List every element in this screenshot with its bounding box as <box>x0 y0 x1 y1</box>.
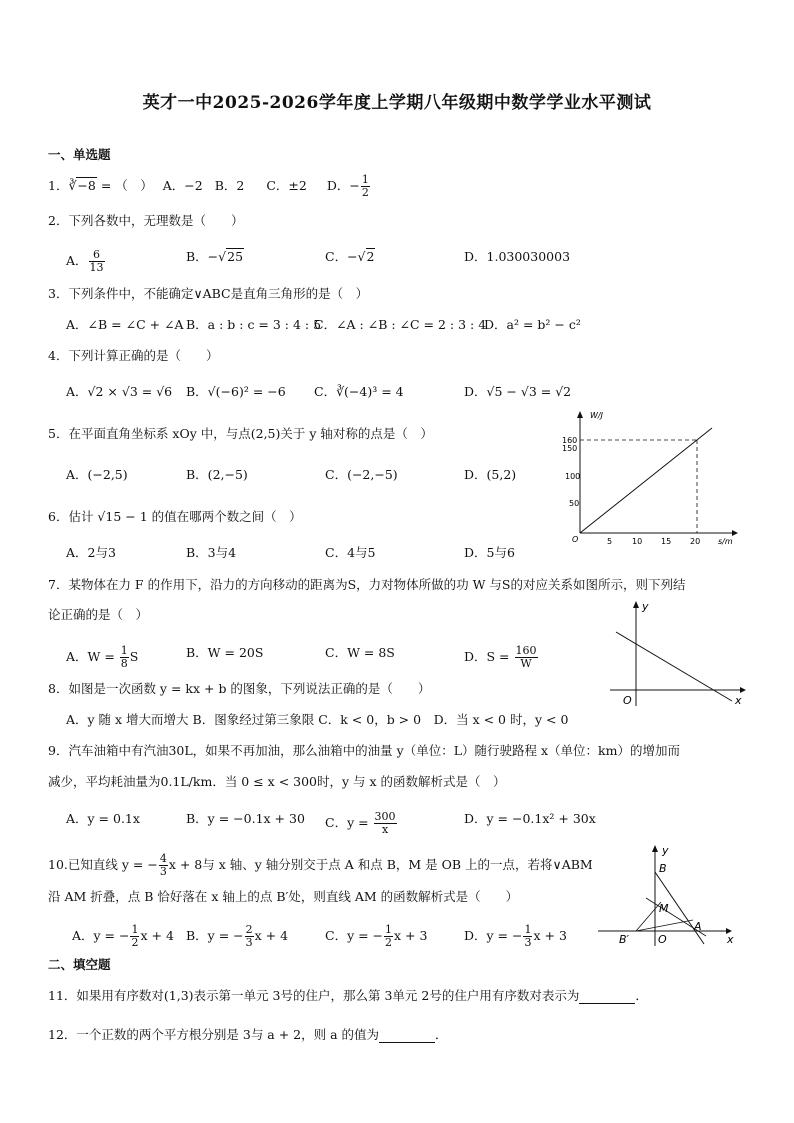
figure-work-distance-graph <box>560 408 740 548</box>
x-tick-10: 10 <box>632 537 643 546</box>
section-heading-fill-in: 二、填空题 <box>48 957 111 972</box>
q5-option-b: B．(2,−5) <box>186 467 248 482</box>
q9-option-d: D．y = −0.1x² + 30x <box>464 811 596 826</box>
y-axis-label: y <box>642 600 649 613</box>
x-axis-arrow-icon <box>740 687 746 693</box>
x-axis-label: x <box>727 933 734 946</box>
page-title: 英才一中2025-2026学年度上学期八年级期中数学学业水平测试 <box>142 93 652 113</box>
y-axis-label: y <box>662 844 669 857</box>
question-1: 1．∛−8 = （ ） A．−2 B．2 C．±2 D．− $\frac{1}{2}$ <box>48 173 369 199</box>
x-axis-label: s/m <box>718 537 733 546</box>
q4-option-a: A．√2 × √3 = √6 <box>66 384 173 399</box>
y-axis-label: W/J <box>590 411 603 420</box>
question-7-stem-line1: 7．某物体在力 F 的作用下，沿力的方向移动的距离为S，力对物体所做的功 W 与S的对应关系如图所示，则下列结 <box>48 577 686 592</box>
question-3-stem: 3．下列条件中，不能确定∨ABC是直角三角形的是（ ） <box>48 286 369 301</box>
origin-label: O <box>658 933 667 946</box>
y-tick-100: 100 <box>565 472 581 481</box>
answer-blank[interactable] <box>379 1030 435 1043</box>
q10-option-c: C．y = − $\frac{1}{2}$ x + 3 <box>325 923 428 949</box>
q6-option-c: C．4与5 <box>325 545 376 560</box>
origin-label: O <box>572 535 579 544</box>
point-a-label: A <box>694 920 702 933</box>
q5-option-d: D．(5,2) <box>464 467 517 482</box>
question-10-stem-line1: 10.已知直线 y = − $\frac{4}{3}$ x + 8与 x 轴、y 轴分别交于点 A 和点 B，M 是 OB 上的一点，若将∨ABM <box>48 852 593 878</box>
q2-option-a: A． $\frac{6}{13}$ <box>66 248 104 274</box>
x-tick-15: 15 <box>661 537 672 546</box>
point-b-label: B <box>659 862 667 875</box>
x-tick-20: 20 <box>690 537 701 546</box>
answer-blank[interactable] <box>579 991 635 1004</box>
q9-option-a: A．y = 0.1x <box>66 811 140 826</box>
q10-option-b: B．y = − $\frac{2}{3}$ x + 4 <box>186 923 289 949</box>
function-line <box>616 632 732 701</box>
y-tick-50: 50 <box>569 499 580 508</box>
q3-option-c: C．∠A : ∠B : ∠C = 2 : 3 : 4 <box>314 317 487 332</box>
origin-label: O <box>623 694 632 707</box>
question-4-stem: 4．下列计算正确的是（ ） <box>48 348 219 363</box>
question-5-stem: 5．在平面直角坐标系 xOy 中，与点(2,5)关于 y 轴对称的点是（ ） <box>48 426 433 441</box>
question-2-stem: 2．下列各数中，无理数是（ ） <box>48 213 244 228</box>
q6-option-b: B．3与4 <box>186 545 237 560</box>
q4-option-b: B．√(−6)² = −6 <box>186 384 286 399</box>
q7-option-a: A．W = $\frac{1}{8}$ S <box>66 644 139 670</box>
work-line <box>580 428 712 533</box>
q6-option-a: A．2与3 <box>66 545 116 560</box>
x-axis-arrow-icon <box>732 530 738 536</box>
q4-option-c: C．∛(−4)³ = 4 <box>314 384 404 399</box>
figure-linear-function-graph <box>608 598 750 710</box>
point-b-prime-label: B′ <box>619 933 630 946</box>
x-axis-label: x <box>735 694 742 707</box>
question-10-stem-line2: 沿 AM 折叠，点 B 恰好落在 x 轴上的点 B′处，则直线 AM 的函数解析式是（ ） <box>48 889 519 904</box>
question-9-stem-line1: 9．汽车油箱中有汽油30L，如果不再加油，那么油箱中的油量 y（单位：L）随行驶路程 x（单位：km）的增加而 <box>48 743 680 758</box>
y-axis-arrow-icon <box>577 411 583 418</box>
question-11: 11．如果用有序数对(1,3)表示第一单元 3号的住户，那么第 3单元 2号的住户用有序数对表示为 ． <box>48 988 648 1003</box>
q6-option-d: D．5与6 <box>464 545 515 560</box>
question-9-stem-line2: 减少，平均耗油量为0.1L/km．当 0 ≤ x < 300时，y 与 x 的函数解析式是（ ） <box>48 774 506 789</box>
q9-option-c: C．y = $\frac{300}{x}$ <box>325 810 396 836</box>
q10-option-d: D．y = − $\frac{1}{3}$ x + 3 <box>464 923 567 949</box>
y-axis-arrow-icon <box>652 845 658 852</box>
q9-option-b: B．y = −0.1x + 30 <box>186 811 305 826</box>
q3-option-a: A．∠B = ∠C + ∠A <box>66 317 184 332</box>
q2-option-b: B．−√25 <box>186 249 244 264</box>
figure-fold-geometry <box>596 842 742 950</box>
q3-option-d: D．a² = b² − c² <box>484 317 581 332</box>
q7-option-b: B．W = 20S <box>186 645 264 660</box>
x-tick-5: 5 <box>607 537 613 546</box>
q4-option-d: D．√5 − √3 = √2 <box>464 384 572 399</box>
q5-option-a: A．(−2,5) <box>66 467 128 482</box>
question-6-stem: 6．估计 √15 − 1 的值在哪两个数之间（ ） <box>48 509 302 524</box>
q2-option-d: D．1.030030003 <box>464 249 571 264</box>
q7-option-d: D．S = $\frac{160}{W}$ <box>464 644 537 670</box>
q3-option-b: B．a : b : c = 3 : 4 : 5 <box>186 317 322 332</box>
q7-option-c: C．W = 8S <box>325 645 395 660</box>
question-8-stem: 8．如图是一次函数 y = kx + b 的图象，下列说法正确的是（ ） <box>48 681 431 696</box>
y-axis-arrow-icon <box>633 601 639 608</box>
y-tick-150: 150 <box>562 444 578 453</box>
y-tick-160: 160 <box>562 436 578 445</box>
question-12: 12．一个正数的两个平方根分别是 3与 a + 2，则 a 的值为 ． <box>48 1027 448 1042</box>
q8-options: A．y 随 x 增大而增大 B．图象经过第三象限 C．k < 0，b > 0 D．当 x < 0 时，y < 0 <box>66 712 569 727</box>
q10-option-a: A．y = − $\frac{1}{2}$ x + 4 <box>72 923 174 949</box>
point-m-label: M <box>659 902 669 915</box>
q2-option-c: C．−√2 <box>325 249 375 264</box>
question-7-stem-line2: 论正确的是（ ） <box>48 607 149 622</box>
q5-option-c: C．(−2,−5) <box>325 467 398 482</box>
section-heading-single-choice: 一、单选题 <box>48 147 111 162</box>
